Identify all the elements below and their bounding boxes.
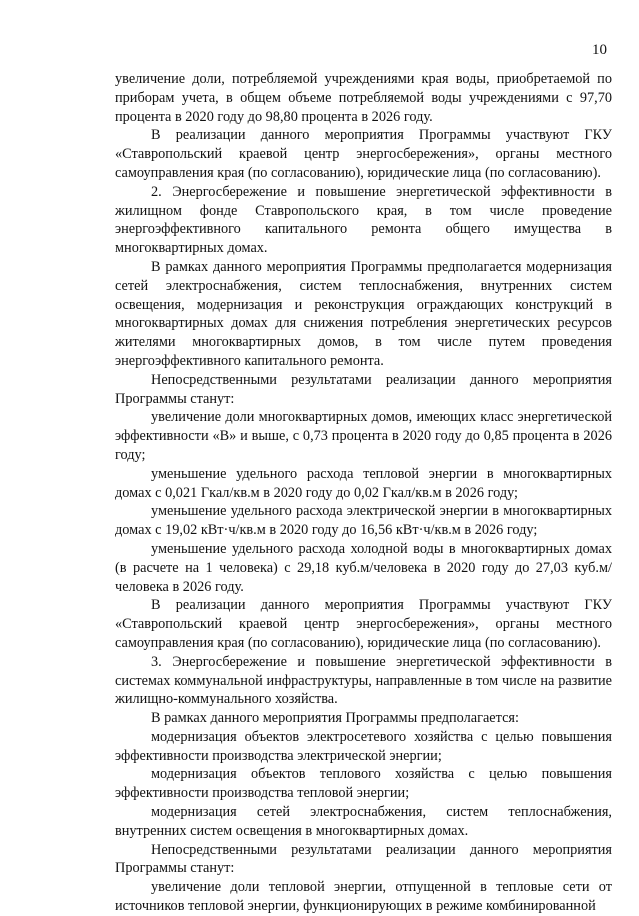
document-body [115, 70, 612, 916]
page-number: 10 [592, 42, 607, 58]
paragraph: В рамках данного мероприятия Программы предполагается модернизация сетей электроснабжения, систем теплоснабжения, внутренних систем освещения, модернизация и реконструкция ограждающих конструкций в многоквартирных домах для снижения потребления энергетических ресурсов жителями многоквартирных домов, в том числе путем проведения энергоэффективного капитального ремонта. [115, 258, 612, 369]
paragraph: 3. Энергосбережение и повышение энергетической эффективности в системах коммунальной инфраструктуры, направленные в том числе на развитие жилищно-коммунального хозяйства. [115, 653, 612, 708]
paragraph: уменьшение удельного расхода холодной воды в многоквартирных домах (в расчете на 1 человека) с 29,18 куб.м/человека в 2020 году до 27,03 куб.м/человека в 2026 году. [115, 540, 612, 595]
paragraph: модернизация объектов электросетевого хозяйства с целью повышения эффективности производства электрической энергии; [115, 728, 612, 764]
paragraph: В реализации данного мероприятия Программы участвуют ГКУ «Ставропольский краевой центр энергосбережения», органы местного самоуправления края (по согласованию), юридические лица (по согласованию). [115, 597, 612, 651]
paragraph: В реализации данного мероприятия Программы участвуют ГКУ «Ставропольский краевой центр энергосбережения», органы местного самоуправления края (по согласованию), юридические лица (по согласованию). [115, 127, 612, 181]
paragraph: Непосредственными результатами реализации данного мероприятия Программы станут: [115, 371, 612, 407]
paragraph: увеличение доли тепловой энергии, отпущенной в тепловые сети от источников тепловой энергии, функционирующих в режиме комбинированной [115, 879, 612, 915]
paragraph: модернизация сетей электроснабжения, систем теплоснабжения, внутренних систем освещения в многоквартирных домах. [115, 804, 612, 839]
paragraph: В рамках данного мероприятия Программы предполагается: [151, 710, 519, 727]
paragraph: модернизация объектов теплового хозяйства с целью повышения эффективности производства тепловой энергии; [115, 766, 612, 802]
paragraph: увеличение доли многоквартирных домов, имеющих класс энергетической эффективности «В» и выше, с 0,73 процента в 2020 году до 0,85 процента в 2026 году; [115, 409, 612, 463]
paragraph: уменьшение удельного расхода электрической энергии в многоквартирных домах с 19,02 кВт·ч/кв.м в 2020 году до 16,56 кВт·ч/кв.м в 2026 году; [115, 503, 612, 539]
paragraph: Непосредственными результатами реализации данного мероприятия Программы станут: [115, 841, 612, 877]
paragraph: 2. Энергосбережение и повышение энергетической эффективности в жилищном фонде Ставропольского края, в том числе проведение энергоэффективного капитального ремонта общего имущества в многоквартирных домах. [115, 183, 612, 257]
paragraph: уменьшение удельного расхода тепловой энергии в многоквартирных домах с 0,021 Гкал/кв.м в 2020 году до 0,02 Гкал/кв.м в 2026 году; [115, 465, 612, 501]
paragraph: увеличение доли, потребляемой учреждениями края воды, приобретаемой по приборам учета, в общем объеме потребляемой воды учреждениями с 97,70 процента в 2020 году до 98,80 процента в 2026 году. [115, 71, 612, 125]
